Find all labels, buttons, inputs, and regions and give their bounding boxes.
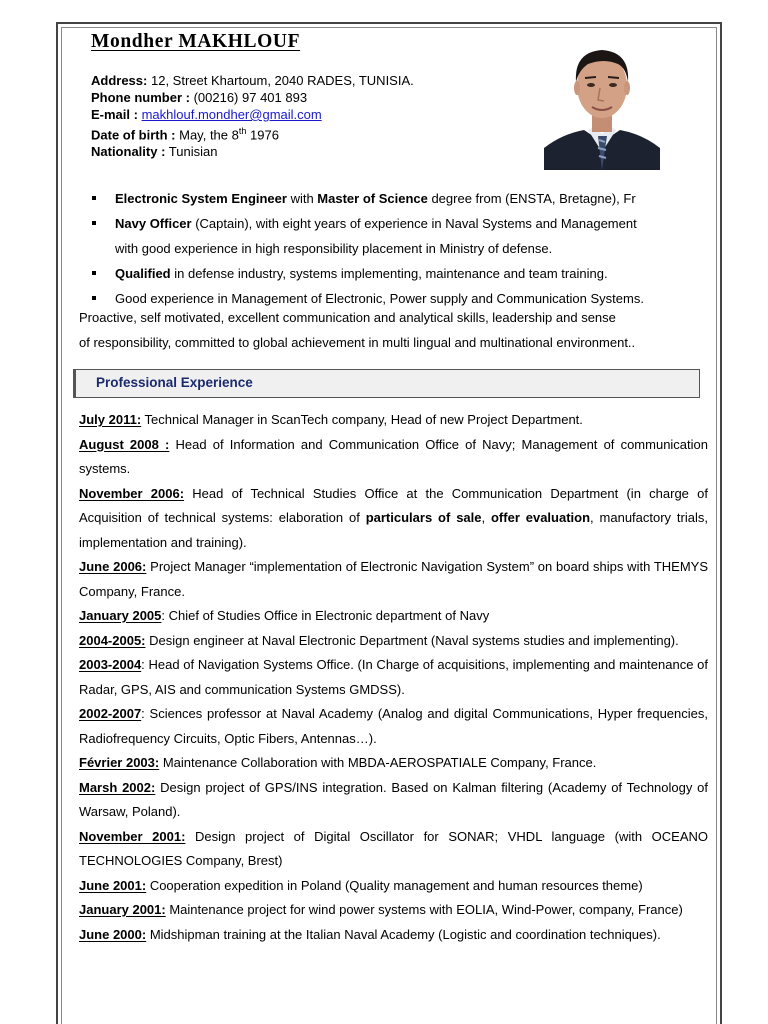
entry-text: Technical Manager in ScanTech company, Head of new Project Department. (141, 412, 583, 427)
profile-bullet-2-cont: with good experience in high responsibility placement in Ministry of defense. (115, 241, 553, 256)
experience-entry (79, 433, 708, 482)
entry-date: 2002-2007 (79, 706, 142, 721)
entry-bold: particulars of sale (365, 510, 482, 525)
address-row (91, 72, 414, 89)
entry-date: Marsh 2002: (79, 779, 156, 795)
entry-date: June 2001: (79, 877, 147, 893)
bullet-square-icon (92, 196, 96, 200)
profile-bullet-2 (91, 211, 711, 236)
entry-bold: offer evaluation (490, 510, 591, 525)
portrait-photo (544, 30, 660, 170)
experience-entry (79, 555, 708, 604)
entry-date: January 2001: (79, 902, 166, 917)
b3-bold: Qualified (115, 266, 171, 281)
experience-entry (79, 604, 708, 629)
b2-t: (Captain), with eight years of experience in Naval Systems and Management (191, 216, 637, 231)
entry-text: Head of Information and Communication Office of Navy; Management of communication systems. (79, 436, 708, 476)
nationality-label: Nationality : (91, 144, 166, 160)
email-link[interactable]: makhlouf.mondher@gmail.com (141, 107, 322, 122)
b2-bold: Navy Officer (115, 216, 192, 231)
section-title: Professional Experience (96, 375, 253, 390)
b1-t2: degree from (ENSTA, Bretagne), Fr (427, 191, 636, 206)
phone-value: (00216) 97 401 893 (193, 90, 308, 105)
entry-text: Design engineer at Naval Electronic Department (Naval systems studies and implementing). (145, 632, 679, 648)
entry-date: 2003-2004 (79, 657, 142, 672)
entry-text: : Sciences professor at Naval Academy (Analog and digital Communications, Hyper frequencies, Radiofrequency Circuits, Optic Fibers, Antennas…). (79, 706, 708, 746)
section-header-experience (73, 369, 700, 398)
nationality-row (91, 143, 414, 160)
experience-entry (79, 751, 708, 776)
entry-text: : Head of Navigation Systems Office. (In Charge of acquisitions, implementing and maintenance of Radar, GPS, AIS and communication Systems GMDSS). (79, 657, 708, 697)
entry-text: Design project of GPS/INS integration. Based on Kalman filtering (Academy of Technology of Warsaw, Poland). (79, 779, 708, 819)
address-label: Address: (91, 73, 148, 88)
entry-text: Maintenance Collaboration with MBDA-AEROSPATIALE Company, France. (159, 755, 597, 770)
entry-date: Février 2003: (79, 755, 160, 770)
entry-date: July 2011: (79, 412, 142, 427)
dob-row (91, 123, 414, 143)
nationality-value: Tunisian (168, 144, 218, 160)
dob-pre: May, the 8 (179, 127, 239, 143)
email-label: E-mail : (91, 107, 138, 122)
experience-entry (79, 482, 708, 556)
bullet-square-icon (92, 296, 96, 300)
experience-entry (79, 653, 708, 702)
experience-entry (79, 408, 708, 433)
profile-bullet-1 (91, 186, 711, 211)
candidate-name: Mondher MAKHLOUF (91, 31, 301, 52)
entry-text: Project Manager “implementation of Electronic Navigation System” on board ships with THEMYS Company, France. (79, 559, 709, 599)
entry-text: , manufactory trials, implementation and training). (79, 510, 708, 550)
profile-summary (79, 305, 635, 355)
entry-text: , (481, 510, 491, 525)
experience-entry (79, 702, 708, 751)
summary-line-1: Proactive, self motivated, excellent communication and analytical skills, leadership and sense (79, 310, 616, 325)
address-value: 12, Street Khartoum, 2040 RADES, TUNISIA. (150, 73, 414, 88)
b1-t1: with (286, 191, 318, 206)
b1-bold2: Master of Science (317, 191, 428, 206)
b3-t: in defense industry, systems implementing, maintenance and team training. (170, 266, 608, 281)
profile-bullet-3 (91, 261, 711, 286)
entry-date: November 2001: (79, 828, 186, 844)
experience-list (79, 408, 708, 947)
entry-text: Design project of Digital Oscillator for SONAR; VHDL language (with OCEANO TECHNOLOGIES Company, Brest) (79, 828, 708, 868)
entry-date: August 2008 : (79, 436, 170, 452)
dob-sup: th (238, 126, 247, 136)
entry-text: Head of Technical Studies Office at the Communication Department (in charge of Acquisition of technical systems: elaboration of (79, 485, 708, 525)
entry-date: January 2005 (79, 608, 162, 623)
experience-entry (79, 923, 708, 948)
bullet-square-icon (92, 221, 96, 225)
experience-entry (79, 825, 708, 874)
entry-text: Cooperation expedition in Poland (Quality management and human resources theme) (146, 877, 643, 893)
b4-t: Good experience in Management of Electronic, Power supply and Communication Systems. (115, 291, 644, 306)
phone-row (91, 89, 414, 106)
experience-entry (79, 629, 708, 654)
entry-date: June 2000: (79, 926, 147, 942)
profile-bullets (91, 186, 711, 311)
phone-label: Phone number : (91, 90, 190, 105)
summary-line-2: of responsibility, committed to global achievement in multi lingual and multinational environment.. (79, 335, 636, 350)
contact-block (91, 72, 414, 160)
entry-date: June 2006: (79, 559, 147, 574)
entry-date: 2004-2005: (79, 632, 146, 648)
email-row (91, 106, 414, 123)
dob-post: 1976 (250, 127, 279, 143)
entry-date: November 2006: (79, 485, 185, 501)
experience-entry (79, 898, 708, 923)
experience-entry (79, 776, 708, 825)
entry-text: : Chief of Studies Office in Electronic department of Navy (161, 608, 490, 623)
dob-label: Date of birth : (91, 127, 176, 143)
experience-entry (79, 874, 708, 899)
entry-text: Maintenance project for wind power systems with EOLIA, Wind-Power, company, France) (165, 902, 683, 917)
portrait-photo-icon (544, 30, 660, 170)
bullet-square-icon (92, 271, 96, 275)
b1-bold1: Electronic System Engineer (115, 191, 287, 206)
entry-text: Midshipman training at the Italian Naval Academy (Logistic and coordination techniques). (146, 926, 661, 942)
